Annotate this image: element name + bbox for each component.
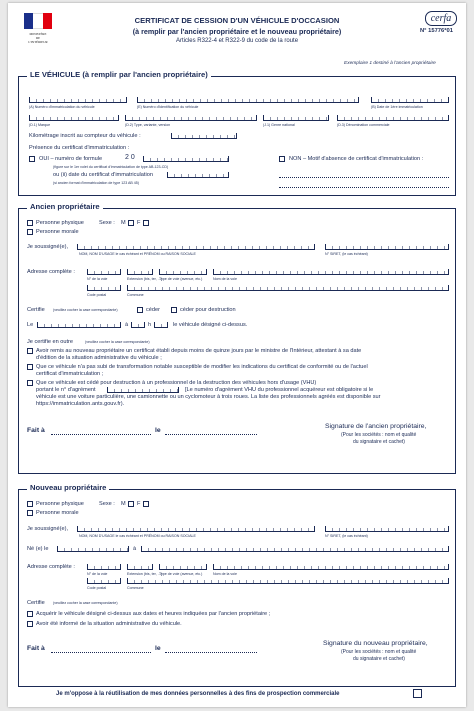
nouveau-le-label: le: [155, 645, 161, 652]
ancien-certifie-label: Certifie: [27, 307, 45, 313]
nouveau-soussigne-label: Je soussigné(e),: [27, 526, 69, 532]
ancien-section-title: Ancien propriétaire: [27, 202, 103, 211]
nouveau-siret-note: N° SIRET, (le cas échéant): [325, 534, 368, 538]
vehicle-section: [18, 70, 456, 196]
nouveau-nom-field[interactable]: [77, 526, 315, 532]
ou-date-note: (si ancien format d'immatriculation de type 123 AB 45): [53, 181, 139, 185]
acquerir-label: Acquérir le véhicule désigné ci-dessus aux dates et heures indiquées par l'ancien propriétaire ;: [36, 611, 271, 617]
nouveau-sexe-f-checkbox[interactable]: [143, 501, 149, 507]
motif-line-2[interactable]: [279, 187, 449, 188]
nouveau-signature-label: Signature du nouveau propriétaire,: [323, 640, 428, 647]
ministry-name: MINISTÈRE DE L'INTÉRIEUR: [28, 32, 48, 44]
informe-situation-checkbox[interactable]: [27, 621, 33, 627]
ancien-code-postal-label: Code postal: [87, 293, 107, 297]
ancien-personne-morale-label: Personne morale: [36, 229, 79, 235]
formule-prefix: 2 0: [125, 154, 135, 161]
nouveau-nom-voie-field[interactable]: [213, 564, 449, 570]
presence-oui-label: OUI – numéro de formule: [39, 156, 103, 162]
form-articles: Articles R322-4 et R322-9 du code de la route: [175, 38, 299, 44]
ancien-cocher-note: (veuillez cocher la case correspondante): [53, 308, 118, 312]
marque-label: (D.1) Marque: [29, 123, 51, 127]
nouveau-siret-field[interactable]: [325, 526, 449, 532]
ancien-nom-note: NOM, NOM D'USAGE le cas échéant et PRÉNOM ou RAISON SOCIALE: [79, 252, 196, 256]
nouveau-sexe-m-checkbox[interactable]: [128, 501, 134, 507]
no-transformation-checkbox[interactable]: [27, 364, 33, 370]
cession-heure-field[interactable]: [131, 322, 145, 328]
destruction-vhu-text-1: Que ce véhicule est cédé pour destruction à un professionnel de la destruction des véhicules hors d'usage (VHU): [36, 380, 317, 386]
nouveau-commune-label: Commune: [127, 586, 144, 590]
presence-non-checkbox[interactable]: [279, 156, 285, 162]
ancien-signature-label: Signature de l'ancien propriétaire,: [325, 423, 427, 430]
ancien-fait-label: Fait à: [27, 427, 45, 434]
nouveau-section-title: Nouveau propriétaire: [27, 483, 109, 492]
nouveau-adresse-label: Adresse complète :: [27, 564, 75, 570]
ancien-numero-voie-label: N° de la voie: [87, 277, 108, 281]
genre-label: (J.1) Genre national: [263, 123, 295, 127]
ceder-destruction-checkbox[interactable]: [171, 307, 177, 313]
ancien-sexe-m-label: M: [121, 220, 126, 226]
vehicule-designe-label: le véhicule désigné ci-dessus.: [173, 322, 248, 328]
ancien-type-voie-label: Type de voie (avenue, etc.): [159, 277, 203, 281]
ancien-personne-morale-checkbox[interactable]: [27, 229, 33, 235]
ancien-nom-voie-label: Nom de la voie: [213, 277, 237, 281]
formule-note: (figure sur le 1er volet du certificat d'immatriculation de type AB-123-CD): [53, 165, 169, 169]
ancien-numero-voie-field[interactable]: [87, 269, 121, 275]
ancien-soussigne-label: Je soussigné(e),: [27, 244, 69, 250]
ancien-siret-note: N° SIRET, (le cas échéant): [325, 252, 368, 256]
vin-label: (E) Numéro d'identification du véhicule: [137, 105, 199, 109]
first-registration-date-label: (B) Date de 1ère immatriculation: [371, 105, 423, 109]
immatriculation-field[interactable]: [29, 97, 127, 103]
ancien-nom-field[interactable]: [77, 244, 315, 250]
ancien-personne-physique-label: Personne physique: [36, 220, 84, 226]
ancien-signature-note-1: (Pour les sociétés : nom et qualité: [341, 432, 417, 438]
ancien-fait-lieu-line[interactable]: [51, 434, 151, 435]
ancien-code-postal-field[interactable]: [87, 285, 121, 291]
nouveau-proprietaire-section: [18, 483, 456, 687]
no-transformation-text-2: certificat d'immatriculation ;: [36, 371, 104, 377]
ceder-checkbox[interactable]: [137, 307, 143, 313]
nouveau-ne-label: Né (e) le: [27, 546, 49, 552]
agrement-vhu-field[interactable]: [107, 387, 179, 393]
nouveau-numero-voie-field[interactable]: [87, 564, 121, 570]
certifie-outre-label: Je certifie en outre: [27, 339, 74, 345]
nouveau-signature-note-1: (Pour les sociétés : nom et qualité: [341, 649, 417, 655]
denomination-label: (D.3) Dénomination commerciale: [337, 123, 390, 127]
acquerir-checkbox[interactable]: [27, 611, 33, 617]
nouveau-certifie-label: Certifie: [27, 600, 45, 606]
kilometrage-field[interactable]: [171, 133, 237, 139]
form-number: N° 15776*01: [420, 28, 453, 34]
ceder-label: céder: [146, 307, 160, 313]
ou-date-label: ou (ii) date du certificat d'immatriculation: [53, 172, 153, 178]
opposition-prospection-checkbox[interactable]: [413, 689, 422, 698]
nouveau-nom-voie-label: Nom de la voie: [213, 572, 237, 576]
ancien-proprietaire-section: [18, 202, 456, 474]
certificat-date-field[interactable]: [167, 172, 229, 178]
form-title: CERTIFICAT DE CESSION D'UN VÉHICULE D'OCCASION: [134, 16, 340, 25]
ancien-sexe-f-checkbox[interactable]: [143, 220, 149, 226]
ancien-signature-note-2: du signataire et cachet): [353, 439, 405, 445]
nouveau-personne-morale-checkbox[interactable]: [27, 510, 33, 516]
nouveau-type-voie-label: Type de voie (avenue, etc.): [159, 572, 203, 576]
immatriculation-label: (A) Numéro d'immatriculation du véhicule: [29, 105, 95, 109]
ancien-sexe-f-label: F: [137, 220, 141, 226]
vehicle-section-title: LE VÉHICULE (à remplir par l'ancien propriétaire): [27, 70, 211, 79]
destruction-vhu-text-4: véhicule est une voiture particulière, une camionnette ou un cyclomoteur à trois roues. La liste des professionnels agréés est disponible sur: [36, 394, 381, 400]
nouveau-lieu-naissance-field[interactable]: [141, 546, 449, 552]
cession-date-field[interactable]: [37, 322, 121, 328]
type-variante-label: (D.2) Type, variante, version: [125, 123, 171, 127]
destruction-vhu-text-2: portant le n° d'agrément: [36, 387, 96, 393]
destruction-vhu-text-3: [Le numéro d'agrément VHU du professionnel acquéreur est obligatoire si le: [185, 387, 374, 393]
destruction-vhu-text-5: https://immatriculation.ants.gouv.fr).: [36, 401, 125, 407]
nouveau-sexe-f-label: F: [137, 501, 141, 507]
cession-a-label: à: [125, 322, 129, 328]
cession-h-label: h: [148, 322, 152, 328]
nouveau-cocher-note: (veuillez cocher la case correspondante): [53, 601, 118, 605]
ancien-sexe-m-checkbox[interactable]: [128, 220, 134, 226]
certifie-outre-note: (veuillez cocher la case correspondante): [85, 340, 150, 344]
exemplaire-note: Exemplaire 1 destiné à l'ancien propriétaire: [344, 61, 436, 66]
nouveau-numero-voie-label: N° de la voie: [87, 572, 108, 576]
certificat-situation-text-1: Avoir remis au nouveau propriétaire un certificat établi depuis moins de quinze jours par le ministre de l'Intérieur, attestant à sa date: [36, 348, 362, 354]
certificat-situation-text-2: d'édition de la situation administrative du véhicule ;: [36, 355, 162, 361]
ancien-fait-date-line[interactable]: [165, 434, 257, 435]
cession-minute-field[interactable]: [154, 322, 168, 328]
nouveau-signature-note-2: du signataire et cachet): [353, 656, 405, 662]
presence-label: Présence du certificat d'immatriculation :: [29, 145, 130, 151]
nouveau-commune-field[interactable]: [127, 578, 449, 584]
denomination-field[interactable]: [337, 115, 449, 121]
ancien-commune-label: Commune: [127, 293, 144, 297]
motif-line-1[interactable]: [279, 177, 449, 178]
nouveau-fait-date-line[interactable]: [165, 652, 257, 653]
marque-field[interactable]: [29, 115, 119, 121]
ancien-commune-field[interactable]: [127, 285, 449, 291]
ancien-extension-field[interactable]: [127, 269, 153, 275]
cerfa-form-page: [8, 3, 466, 707]
nouveau-date-naissance-field[interactable]: [57, 546, 129, 552]
presence-non-label: NON – Motif d'absence de certificat d'immatriculation :: [289, 156, 424, 162]
ancien-le-label: le: [155, 427, 161, 434]
genre-field[interactable]: [263, 115, 329, 121]
nouveau-fait-lieu-line[interactable]: [51, 652, 151, 653]
presence-oui-checkbox[interactable]: [29, 156, 35, 162]
nouveau-code-postal-label: Code postal: [87, 586, 107, 590]
ancien-nom-voie-field[interactable]: [213, 269, 449, 275]
nouveau-sexe-label: Sexe :: [99, 501, 115, 507]
ceder-destruction-label: céder pour destruction: [180, 307, 236, 313]
nouveau-type-voie-field[interactable]: [159, 564, 207, 570]
nouveau-extension-field[interactable]: [127, 564, 153, 570]
nouveau-personne-physique-label: Personne physique: [36, 501, 84, 507]
ancien-adresse-label: Adresse complète :: [27, 269, 75, 275]
kilometrage-label: Kilométrage inscrit au compteur du véhicule :: [29, 133, 141, 139]
certificat-situation-checkbox[interactable]: [27, 348, 33, 354]
ancien-siret-field[interactable]: [325, 244, 449, 250]
nouveau-code-postal-field[interactable]: [87, 578, 121, 584]
nouveau-fait-label: Fait à: [27, 645, 45, 652]
first-registration-date-field[interactable]: [371, 97, 449, 103]
nouveau-lieu-a-label: à: [133, 546, 137, 552]
ancien-sexe-label: Sexe :: [99, 220, 115, 226]
cession-le-label: Le: [27, 322, 34, 328]
ancien-type-voie-field[interactable]: [159, 269, 207, 275]
nouveau-personne-physique-checkbox[interactable]: [27, 501, 33, 507]
form-subtitle: (à remplir par l'ancien propriétaire et le nouveau propriétaire): [132, 27, 342, 36]
type-variante-field[interactable]: [125, 115, 257, 121]
informe-situation-label: Avoir été informé de la situation administrative du véhicule.: [36, 621, 182, 627]
vin-field[interactable]: [137, 97, 359, 103]
ancien-personne-physique-checkbox[interactable]: [27, 220, 33, 226]
formule-number-field[interactable]: [143, 156, 229, 162]
opposition-prospection-label: Je m'oppose à la réutilisation de mes données personnelles à des fins de prospection commerciale: [56, 691, 340, 697]
nouveau-sexe-m-label: M: [121, 501, 126, 507]
cerfa-logo: cerfa: [425, 11, 457, 26]
nouveau-nom-note: NOM, NOM D'USAGE le cas échéant et PRÉNOM ou RAISON SOCIALE: [79, 534, 196, 538]
nouveau-personne-morale-label: Personne morale: [36, 510, 79, 516]
no-transformation-text-1: Que ce véhicule n'a pas subi de transformation notable susceptible de modifier les indications du certificat de conformité ou de l'actuel: [36, 364, 368, 370]
nouveau-extension-label: Extension (bis, ter, …): [127, 572, 163, 576]
destruction-vhu-checkbox[interactable]: [27, 380, 33, 386]
ancien-extension-label: Extension (bis, ter, …): [127, 277, 163, 281]
